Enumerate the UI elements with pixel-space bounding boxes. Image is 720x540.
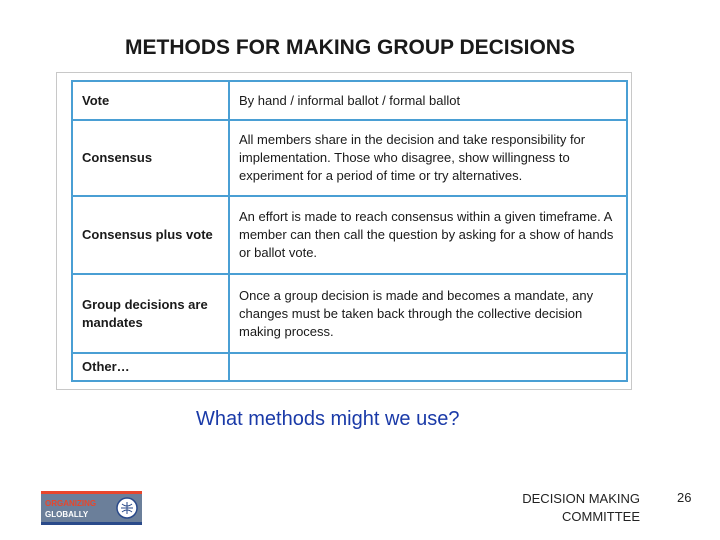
footer-label: DECISION MAKING COMMITTEE: [522, 491, 640, 524]
methods-table: [71, 80, 628, 382]
method-label: Vote: [72, 81, 229, 120]
table-row: [72, 353, 627, 381]
discussion-question: What methods might we use?: [196, 408, 460, 430]
method-description: An effort is made to reach consensus within a given timeframe. A member can then call the question by asking for a show of hands or ballot vote.: [229, 196, 627, 274]
table-row: [72, 274, 627, 353]
method-description: [229, 353, 627, 381]
method-description: Once a group decision is made and becomes a mandate, any changes must be taken back through the collective decision making process.: [229, 274, 627, 353]
logo-line2: GLOBALLY: [45, 510, 89, 519]
logo-stripe-bottom: [41, 522, 142, 525]
method-label: Consensus: [72, 120, 229, 196]
method-label: Consensus plus vote: [72, 196, 229, 274]
organizing-globally-logo: [41, 491, 142, 525]
table-row: [72, 81, 627, 120]
method-label: Group decisions are mandates: [72, 274, 229, 353]
method-description: All members share in the decision and take responsibility for implementation. Those who disagree, show willingness to experiment for a period of time or try alternatives.: [229, 120, 627, 196]
method-label: Other…: [72, 353, 229, 381]
table-row: [72, 120, 627, 196]
method-description: By hand / informal ballot / formal ballot: [229, 81, 627, 120]
slide-title: METHODS FOR MAKING GROUP DECISIONS: [125, 36, 575, 59]
logo-line1: ORGANIZING: [45, 499, 97, 508]
table-row: [72, 196, 627, 274]
page-number: 26: [677, 490, 692, 505]
logo-stripe-top: [41, 491, 142, 494]
